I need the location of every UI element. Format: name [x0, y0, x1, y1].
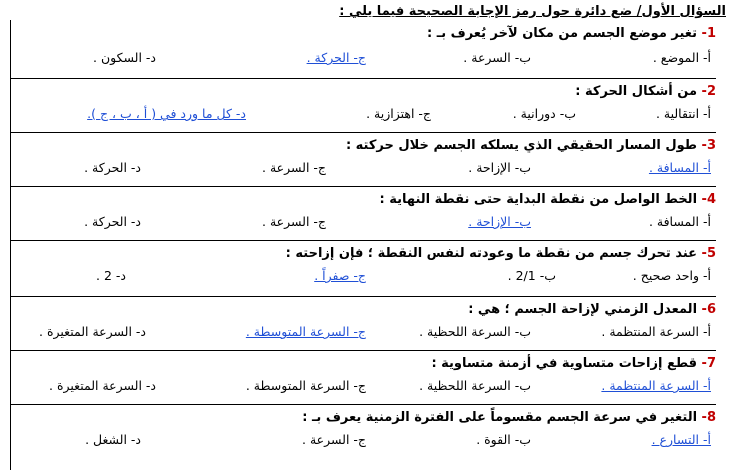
question-number: 6- [697, 302, 716, 317]
question-1 [10, 22, 716, 76]
option-b[interactable]: ب- دورانية . [512, 106, 576, 121]
option-a[interactable]: أ- المسافة . [648, 160, 711, 175]
question-text [468, 302, 716, 317]
option-c[interactable]: ج- السرعة . [302, 432, 366, 447]
question-3 [10, 132, 716, 186]
question-prompt: من أشكال الحركة : [575, 84, 698, 99]
option-d[interactable]: د- كل ما ورد في ( أ ، ب ، ج ). [87, 106, 246, 121]
option-d[interactable]: د- السرعة المتغيرة . [49, 378, 156, 393]
option-b[interactable]: ب- الإزاحة . [468, 214, 531, 229]
option-b[interactable]: ب- السرعة . [463, 50, 531, 65]
question-5 [10, 240, 716, 294]
question-prompt: قطع إزاحات متساوية في أزمنة متساوية : [431, 356, 698, 371]
option-d[interactable]: د- السرعة المتغيرة . [39, 324, 146, 339]
question-text [379, 192, 716, 207]
question-8 [10, 404, 716, 458]
option-b[interactable]: ب- السرعة اللحظية . [419, 324, 531, 339]
option-d[interactable]: د- السكون . [93, 50, 156, 65]
option-b[interactable]: ب- السرعة اللحظية . [419, 378, 531, 393]
question-number: 3- [697, 138, 716, 153]
question-prompt: الخط الواصل من نقطة البداية حتى نقطة النهاية : [379, 192, 698, 207]
options-row [10, 324, 716, 342]
question-text [302, 410, 716, 425]
option-a[interactable]: أ- واحد صحيح . [632, 268, 711, 283]
question-prompt: طول المسار الحقيقي الذي يسلكه الجسم خلال حركته : [345, 138, 698, 153]
option-c[interactable]: ج- السرعة . [262, 160, 326, 175]
question-prompt: عند تحرك جسم من نقطة ما وعودته لنفس النقطة ؛ فإن إزاحته : [285, 246, 698, 261]
option-c[interactable]: ج- صفراً . [314, 268, 366, 283]
question-text [575, 84, 716, 99]
option-d[interactable]: د- الحركة . [84, 160, 141, 175]
options-row [10, 106, 716, 124]
question-number: 7- [697, 356, 716, 371]
option-b[interactable]: ب- 2/1 . [507, 268, 556, 283]
option-c[interactable]: ج- السرعة المتوسطة . [245, 378, 366, 393]
question-text [427, 26, 716, 41]
question-7 [10, 350, 716, 404]
question-number: 8- [697, 410, 716, 425]
question-4 [10, 186, 716, 240]
option-a[interactable]: أ- انتقالية . [655, 106, 711, 121]
question-number: 4- [697, 192, 716, 207]
option-a[interactable]: أ- السرعة المنتظمة . [601, 378, 711, 393]
question-divider [10, 132, 716, 133]
question-2 [10, 78, 716, 132]
section-heading: السؤال الأول/ ضع دائرة حول رمز الإجابة الصحيحة فيما يلي : [339, 4, 726, 19]
option-d[interactable]: د- 2 . [96, 268, 126, 283]
question-text [346, 138, 716, 153]
options-row [10, 268, 716, 286]
option-c[interactable]: ج- الحركة . [306, 50, 366, 65]
question-6 [10, 296, 716, 350]
question-number: 1- [697, 26, 716, 41]
options-row [10, 378, 716, 396]
question-divider [10, 78, 716, 79]
option-d[interactable]: د- الشغل . [85, 432, 141, 447]
question-number: 2- [697, 84, 716, 99]
question-divider [10, 404, 716, 405]
question-text [431, 356, 716, 371]
question-divider [10, 296, 716, 297]
options-row [10, 160, 716, 178]
options-row [10, 432, 716, 450]
option-b[interactable]: ب- القوة . [476, 432, 531, 447]
option-c[interactable]: ج- السرعة المتوسطة . [245, 324, 366, 339]
option-d[interactable]: د- الحركة . [84, 214, 141, 229]
option-a[interactable]: أ- التسارع . [651, 432, 711, 447]
options-row [10, 50, 716, 68]
question-prompt: المعدل الزمني لإزاحة الجسم ؛ هي : [468, 302, 698, 317]
options-row [10, 214, 716, 232]
question-divider [10, 350, 716, 351]
question-prompt: تغير موضع الجسم من مكان لآخر يُعرف بـ : [427, 26, 698, 41]
option-c[interactable]: ج- السرعة . [262, 214, 326, 229]
question-text [286, 246, 716, 261]
question-number: 5- [697, 246, 716, 261]
option-a[interactable]: أ- السرعة المنتظمة . [601, 324, 711, 339]
question-prompt: التغير في سرعة الجسم مقسوماً على الفترة الزمنية يعرف بـ : [302, 410, 698, 425]
option-c[interactable]: ج- اهتزازية . [366, 106, 431, 121]
option-a[interactable]: أ- الموضع . [652, 50, 711, 65]
question-divider [10, 186, 716, 187]
option-a[interactable]: أ- المسافة . [648, 214, 711, 229]
option-b[interactable]: ب- الإزاحة . [468, 160, 531, 175]
question-divider [10, 240, 716, 241]
